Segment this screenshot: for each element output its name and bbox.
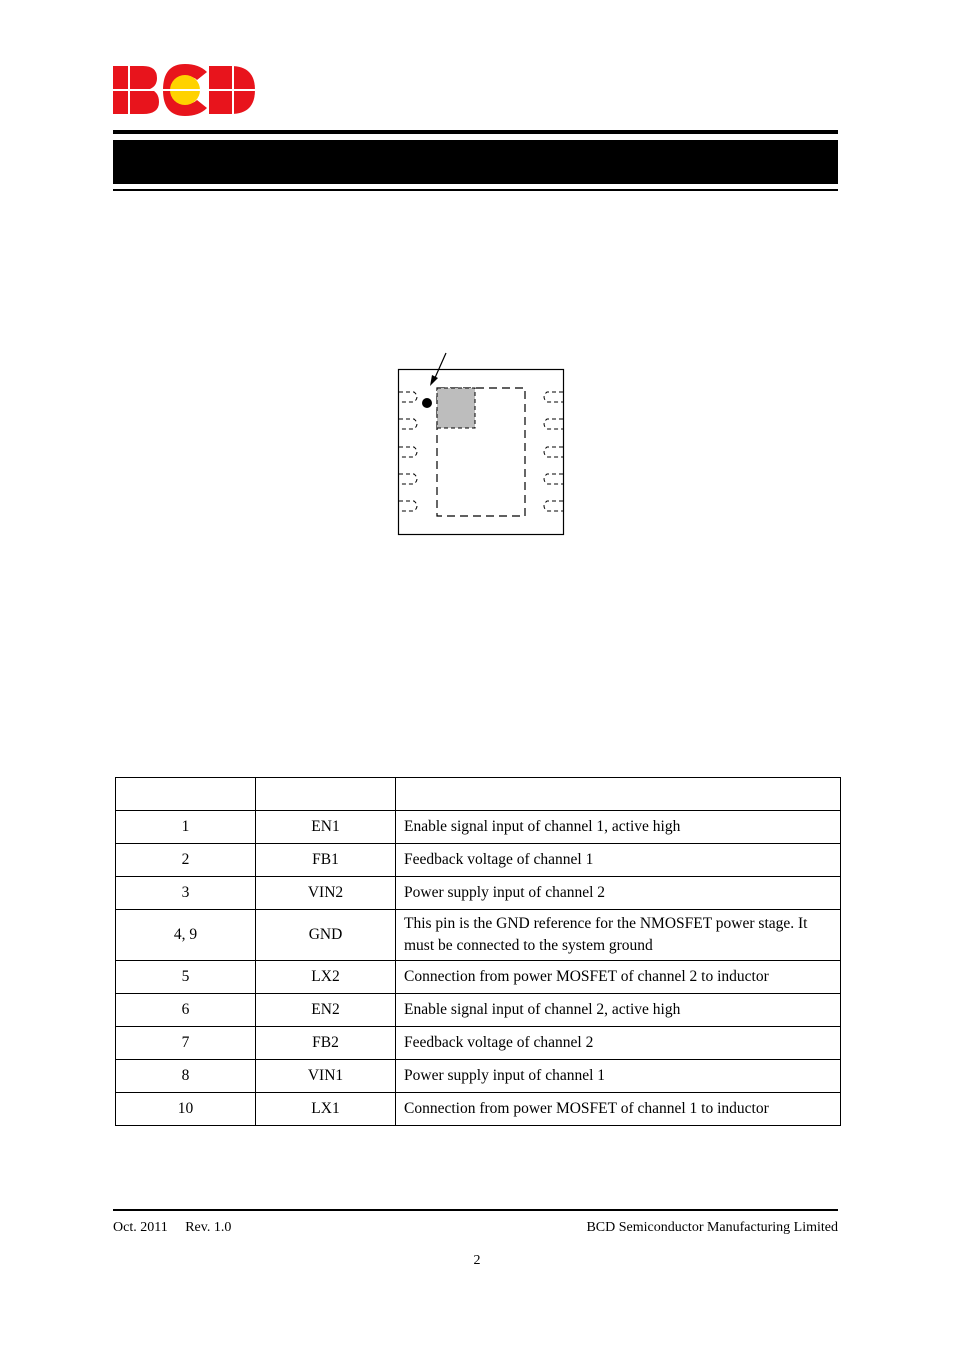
exposed-pad-marker (437, 388, 475, 428)
footer-date-rev (113, 1220, 231, 1236)
bcd-logo (113, 64, 255, 116)
footer-company: BCD Semiconductor Manufacturing Limited (586, 1220, 838, 1235)
package-outline (399, 370, 564, 535)
pin-name: FB1 (256, 844, 396, 877)
table-row (116, 1093, 841, 1126)
header-pin-name (256, 778, 396, 811)
pin-number: 10 (116, 1093, 256, 1126)
pin1-dot (422, 398, 432, 408)
footer-date: Oct. 2011 (113, 1220, 168, 1235)
pin-name: FB2 (256, 1027, 396, 1060)
pin-number: 7 (116, 1027, 256, 1060)
pin-function: Connection from power MOSFET of channel 1 to inductor (396, 1093, 841, 1126)
table-row (116, 1060, 841, 1093)
table-row (116, 910, 841, 961)
table-row (116, 994, 841, 1027)
table-header-row (116, 778, 841, 811)
header-rule-top (113, 130, 838, 134)
header-function (396, 778, 841, 811)
header-pin-number (116, 778, 256, 811)
pin-function: Power supply input of channel 2 (396, 877, 841, 910)
pin-description-table (115, 777, 841, 1126)
pin-number: 2 (116, 844, 256, 877)
footer-rule (113, 1209, 838, 1211)
header-rule-bottom (113, 189, 838, 191)
table-row (116, 1027, 841, 1060)
table-row (116, 844, 841, 877)
package-diagram (396, 350, 568, 540)
pin-function: Enable signal input of channel 1, active high (396, 811, 841, 844)
pin-function: Power supply input of channel 1 (396, 1060, 841, 1093)
table-row (116, 877, 841, 910)
pin-name: VIN1 (256, 1060, 396, 1093)
title-bar (113, 140, 838, 184)
pin-function: This pin is the GND reference for the NMOSFET power stage. It must be connected to the system ground (396, 910, 841, 961)
pin-name: LX2 (256, 961, 396, 994)
pin-name: EN2 (256, 994, 396, 1027)
right-pins (544, 392, 563, 511)
pin-number: 1 (116, 811, 256, 844)
footer-revision: Rev. 1.0 (185, 1220, 232, 1235)
pin-function: Enable signal input of channel 2, active high (396, 994, 841, 1027)
pin-name: VIN2 (256, 877, 396, 910)
left-pins (399, 392, 417, 511)
table-row (116, 811, 841, 844)
page-number: 2 (473, 1253, 481, 1268)
pin-function: Feedback voltage of channel 1 (396, 844, 841, 877)
pin-function: Feedback voltage of channel 2 (396, 1027, 841, 1060)
pin-name: LX1 (256, 1093, 396, 1126)
pin-name: EN1 (256, 811, 396, 844)
table-row (116, 961, 841, 994)
pin-number: 8 (116, 1060, 256, 1093)
pin-function: Connection from power MOSFET of channel 2 to inductor (396, 961, 841, 994)
pin-number: 3 (116, 877, 256, 910)
pin-number: 4, 9 (116, 910, 256, 961)
pin-number: 5 (116, 961, 256, 994)
pin-name: GND (256, 910, 396, 961)
pin-number: 6 (116, 994, 256, 1027)
